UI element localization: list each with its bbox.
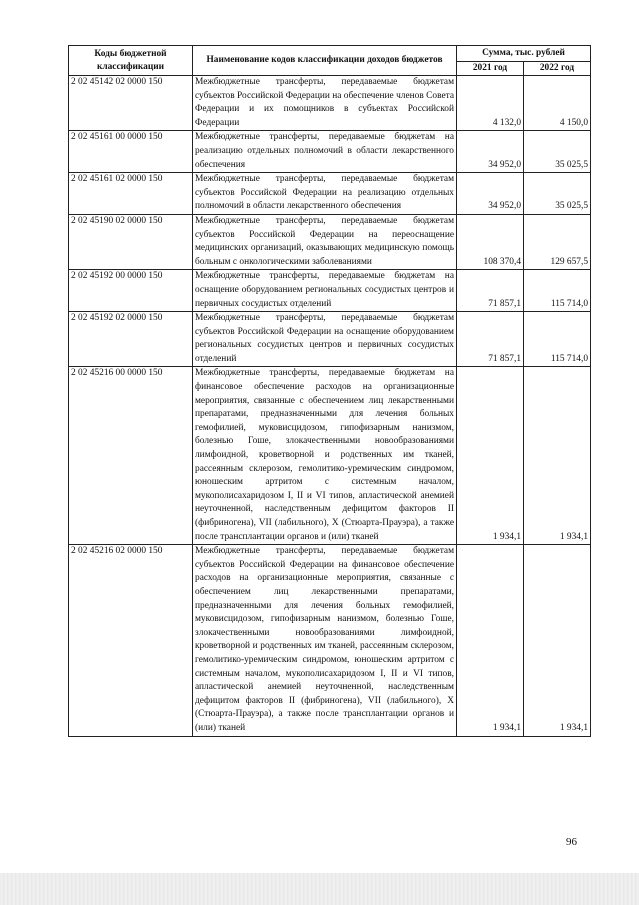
cell-2022: 35 025,5 (524, 173, 591, 215)
scan-edge-strip (0, 873, 639, 905)
cell-name: Межбюджетные трансферты, передаваемые бюджетам на оснащение оборудованием региональных сосудистых центров и первичных сосудистых отделений (193, 270, 457, 312)
header-year-2022: 2022 год (524, 62, 591, 76)
cell-name: Межбюджетные трансферты, передаваемые бюджетам субъектов Российской Федерации на оснащение оборудованием региональных сосудистых центров и первичных сосудистых отделений (193, 312, 457, 367)
table-body (69, 76, 591, 737)
cell-name: Межбюджетные трансферты, передаваемые бюджетам субъектов Российской Федерации на реализацию отдельных полномочий в области лекарственного обеспечения (193, 173, 457, 215)
header-codes: Коды бюджетной классификации (69, 46, 193, 76)
cell-code: 2 02 45161 02 0000 150 (69, 173, 193, 215)
cell-2022: 115 714,0 (524, 270, 591, 312)
table-header (69, 46, 591, 76)
cell-2022: 1 934,1 (524, 545, 591, 736)
header-names: Наименование кодов классификации доходов бюджетов (193, 46, 457, 76)
header-year-2021: 2021 год (457, 62, 524, 76)
cell-2022: 1 934,1 (524, 367, 591, 545)
table-row (69, 173, 591, 215)
cell-2021: 1 934,1 (457, 367, 524, 545)
cell-2021: 71 857,1 (457, 312, 524, 367)
table-row (69, 367, 591, 545)
cell-name: Межбюджетные трансферты, передаваемые бюджетам субъектов Российской Федерации на обеспечение членов Совета Федерации и их помощников в субъектах Российской Федерации (193, 76, 457, 131)
budget-table (68, 45, 591, 737)
cell-2022: 129 657,5 (524, 214, 591, 269)
cell-2021: 4 132,0 (457, 76, 524, 131)
cell-name: Межбюджетные трансферты, передаваемые бюджетам субъектов Российской Федерации на переоснащение медицинских организаций, оказывающих медицинскую помощь больным с онкологическими заболеваниями (193, 214, 457, 269)
cell-code: 2 02 45216 00 0000 150 (69, 367, 193, 545)
cell-2022: 35 025,5 (524, 131, 591, 173)
cell-code: 2 02 45190 02 0000 150 (69, 214, 193, 269)
cell-code: 2 02 45142 02 0000 150 (69, 76, 193, 131)
cell-code: 2 02 45192 02 0000 150 (69, 312, 193, 367)
cell-name: Межбюджетные трансферты, передаваемые бюджетам субъектов Российской Федерации на финансовое обеспечение расходов на организационные мероприятия, связанные с обеспечением лиц лекарственными препаратами, предназначенными для лечения больных гемофилией, муковисцидозом, гипофизарным нанизмом, болезнью Гоше, злокачественными новообразованиями лимфоидной, кроветворной и родственных им тканей, рассеянным склерозом, гемолитико-уремическим синдромом, юношеским артритом с системным началом, мукополисахаридозом I, II и VI типов, апластической анемией неуточненной, наследственным дефицитом факторов II (фибриногена), VII (лабильного), X (Стюарта-Прауэра), а также после трансплантации органов и (или) тканей (193, 545, 457, 736)
table-row (69, 131, 591, 173)
cell-2021: 34 952,0 (457, 131, 524, 173)
table-row (69, 270, 591, 312)
cell-name: Межбюджетные трансферты, передаваемые бюджетам на реализацию отдельных полномочий в области лекарственного обеспечения (193, 131, 457, 173)
table-row (69, 545, 591, 736)
cell-2021: 34 952,0 (457, 173, 524, 215)
page-number: 96 (566, 836, 577, 848)
cell-code: 2 02 45192 00 0000 150 (69, 270, 193, 312)
cell-2021: 1 934,1 (457, 545, 524, 736)
cell-name: Межбюджетные трансферты, передаваемые бюджетам на финансовое обеспечение расходов на организационные мероприятия, связанные с обеспечением лиц лекарственными препаратами, предназначенными для лечения больных гемофилией, муковисцидозом, гипофизарным нанизмом, болезнью Гоше, злокачественными новообразованиями лимфоидной, кроветворной и родственных им тканей, рассеянным склерозом, гемолитико-уремическим синдромом, юношеским артритом с системным началом, мукополисахаридозом I, II и VI типов, апластической анемией неуточненной, наследственным дефицитом факторов II (фибриногена), VII (лабильного), X (Стюарта-Прауэра), а также после трансплантации органов и (или) тканей (193, 367, 457, 545)
cell-2021: 71 857,1 (457, 270, 524, 312)
cell-2021: 108 370,4 (457, 214, 524, 269)
cell-code: 2 02 45216 02 0000 150 (69, 545, 193, 736)
cell-code: 2 02 45161 00 0000 150 (69, 131, 193, 173)
cell-2022: 4 150,0 (524, 76, 591, 131)
table-row (69, 214, 591, 269)
table-row (69, 312, 591, 367)
header-sum: Сумма, тыс. рублей (457, 46, 591, 62)
cell-2022: 115 714,0 (524, 312, 591, 367)
table-row (69, 76, 591, 131)
